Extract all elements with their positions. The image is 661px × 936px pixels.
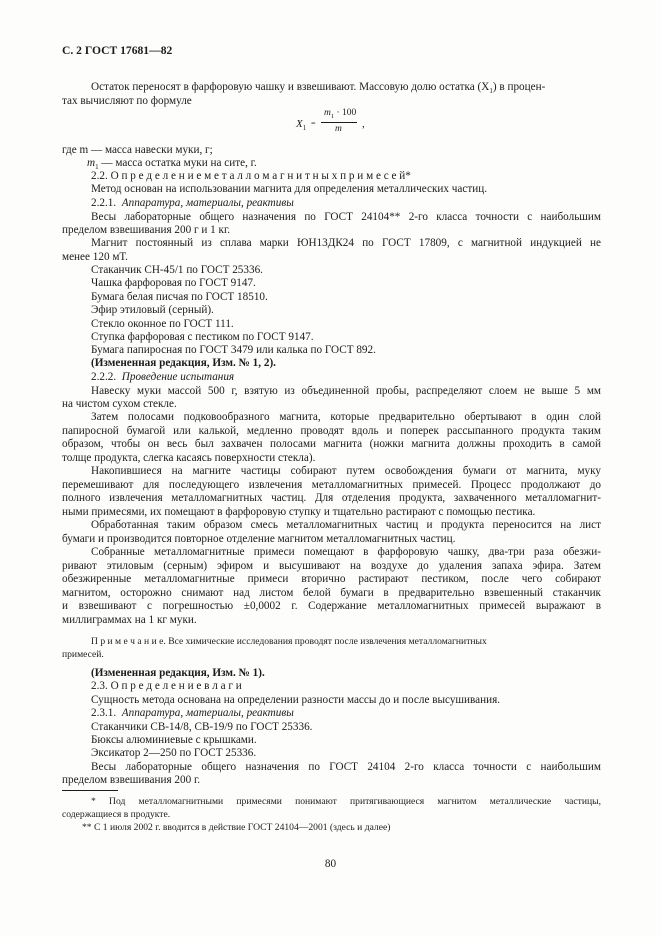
text-line: Метод основан на использовании магнита для определения металлических частиц. bbox=[91, 183, 488, 195]
subsection-heading: 2.3.1. Аппаратура, материалы, реактивы bbox=[91, 707, 294, 719]
text-line: Бумага белая писчая по ГОСТ 18510. bbox=[91, 291, 268, 303]
text-line: на чистом сухом стекле. bbox=[62, 398, 177, 410]
text-line: Весы лабораторные общего назначения по ГОСТ 24104** 2-го класса точности с наибольшим bbox=[91, 211, 601, 223]
text-line: Накопившиеся на магните частицы собирают путем освобождения бумаги от магнита, муку bbox=[91, 465, 601, 477]
footnote: содержащиеся в продукте. bbox=[62, 809, 171, 820]
text-line: Обработанная таким образом смесь металломагнитных частиц и продукта переносится на лист bbox=[91, 519, 601, 531]
footnote: * Под металломагнитными примесями понимают притягивающиеся магнитом металлические частицы, bbox=[91, 796, 601, 807]
text-line: Эксикатор 2—250 по ГОСТ 25336. bbox=[91, 747, 257, 759]
text-line: Стаканчики СВ-14/8, СВ-19/9 по ГОСТ 25336. bbox=[91, 721, 313, 733]
amendment-note: (Измененная редакция, Изм. № 1). bbox=[91, 667, 265, 679]
text-line: Затем полосами подковообразного магнита, которые предварительно обертывают в один слой bbox=[91, 411, 601, 423]
text-line: ривают этиловым (серным) эфиром и высушивают на воздухе до удаления запаха эфира. Затем bbox=[62, 560, 601, 572]
text-line: толще продукта, слегка касаясь поверхности стекла). bbox=[62, 452, 316, 464]
fraction-bar bbox=[321, 122, 357, 123]
note: примесей. bbox=[62, 649, 104, 660]
section-heading: 2.3. О п р е д е л е н и е в л а г и bbox=[91, 680, 242, 692]
text-line: Собранные металломагнитные примеси помещают в фарфоровую чашку, два-три раза обезжи- bbox=[91, 546, 601, 558]
subsection-heading: 2.2.1. Аппаратура, материалы, реактивы bbox=[91, 197, 294, 209]
text-line: Чашка фарфоровая по ГОСТ 9147. bbox=[91, 277, 256, 289]
text-line: Весы лабораторные общего назначения по ГОСТ 24104 2-го класса точности с наибольшим bbox=[91, 761, 601, 773]
text-line: тах вычисляют по формуле bbox=[62, 95, 192, 107]
subsection-heading: 2.2.2. Проведение испытания bbox=[91, 371, 235, 383]
text-line: менее 120 мТ. bbox=[62, 251, 128, 263]
text-line: Навеску муки массой 500 г, взятую из объединенной пробы, распределяют слоем не выше 5 мм bbox=[91, 385, 601, 397]
formula-equals: = bbox=[311, 119, 316, 128]
text-line: Стаканчик СН-45/1 по ГОСТ 25336. bbox=[91, 264, 263, 276]
footnote: ** С 1 июля 2002 г. вводится в действие ГОСТ 24104—2001 (здесь и далее) bbox=[82, 822, 391, 833]
text-line: ными примесями, их помещают в фарфоровую ступку и тщательно растирают с помощью пестика. bbox=[62, 506, 536, 518]
text-line: бумаги и производится повторное отделение магнитом металломагнитных частиц. bbox=[62, 533, 456, 545]
text-line: Стекло оконное по ГОСТ 111. bbox=[91, 318, 234, 330]
amendment-note: (Измененная редакция, Изм. № 1, 2). bbox=[91, 357, 276, 369]
text-line: полного извлечения металломагнитных частиц. Для отделения продукта, захваченного металломагнит- bbox=[62, 492, 601, 504]
text-line: магнитом, осторожно снимают над листом белой бумаги в предварительно взвешенный стаканчик bbox=[62, 587, 601, 599]
formula-lhs: $X_1$ bbox=[296, 118, 307, 133]
text-line: перемешивают для последующего извлечения металломагнитных примесей. Процесс продолжают до bbox=[62, 479, 601, 491]
text-line: Сущность метода основана на определении разности массы до и после высушивания. bbox=[91, 694, 501, 706]
text-line: Остаток переносят в фарфоровую чашку и взвешивают. Массовую долю остатка $(X_1)$ в процен- bbox=[91, 81, 546, 96]
text-line: Ступка фарфоровая с пестиком по ГОСТ 9147. bbox=[91, 331, 314, 343]
section-heading: 2.2. О п р е д е л е н и е м е т а л л о м а г н и т н ы х п р и м е с е й* bbox=[91, 170, 411, 182]
text-line: где m — масса навески муки, г; bbox=[62, 144, 213, 156]
text-line: Магнит постоянный из сплава марки ЮН13ДК24 по ГОСТ 17809, с магнитной индукцией не bbox=[91, 237, 601, 249]
note: П р и м е ч а н и е. Все химические исследования проводят после извлечения металломагнитных bbox=[91, 636, 487, 647]
page-header: С. 2 ГОСТ 17681—82 bbox=[62, 44, 173, 57]
text-line: Бумага папиросная по ГОСТ 3479 или калька по ГОСТ 892. bbox=[91, 344, 376, 356]
text-line: миллиграммах на 1 кг муки. bbox=[62, 614, 197, 626]
text-line: Эфир этиловый (серный). bbox=[91, 304, 214, 316]
formula-numerator: $m_1 \cdot 100$ bbox=[324, 108, 357, 120]
formula bbox=[296, 108, 386, 138]
text-line: пределом взвешивания 200 г. bbox=[62, 774, 201, 786]
text-line: пределом взвешивания 200 г и 1 кг. bbox=[62, 224, 231, 236]
formula-comma: , bbox=[362, 118, 365, 130]
formula-denominator: m bbox=[335, 124, 342, 134]
text-line: обезжиренные металломагнитные примеси вторично растирают пестиком, после чего собирают bbox=[62, 573, 601, 585]
footnote-divider bbox=[62, 790, 118, 791]
text-line: Бюксы алюминиевые с крышками. bbox=[91, 734, 257, 746]
page-number: 80 bbox=[324, 858, 337, 870]
text-line: и взвешивают с погрешностью ±0,0002 г. Содержание металломагнитных примесей выражают в bbox=[62, 600, 601, 612]
text-line: $m_1$ — масса остатка муки на сите, г. bbox=[87, 157, 257, 172]
text-line: папиросной бумагой или калькой, медленно проводят вдоль и поперек рассыпанного продукта таким bbox=[62, 425, 601, 437]
text-line: образом, чтобы он весь был захвачен полосами магнита (ножки магнита должны проходить в самой bbox=[62, 438, 601, 450]
